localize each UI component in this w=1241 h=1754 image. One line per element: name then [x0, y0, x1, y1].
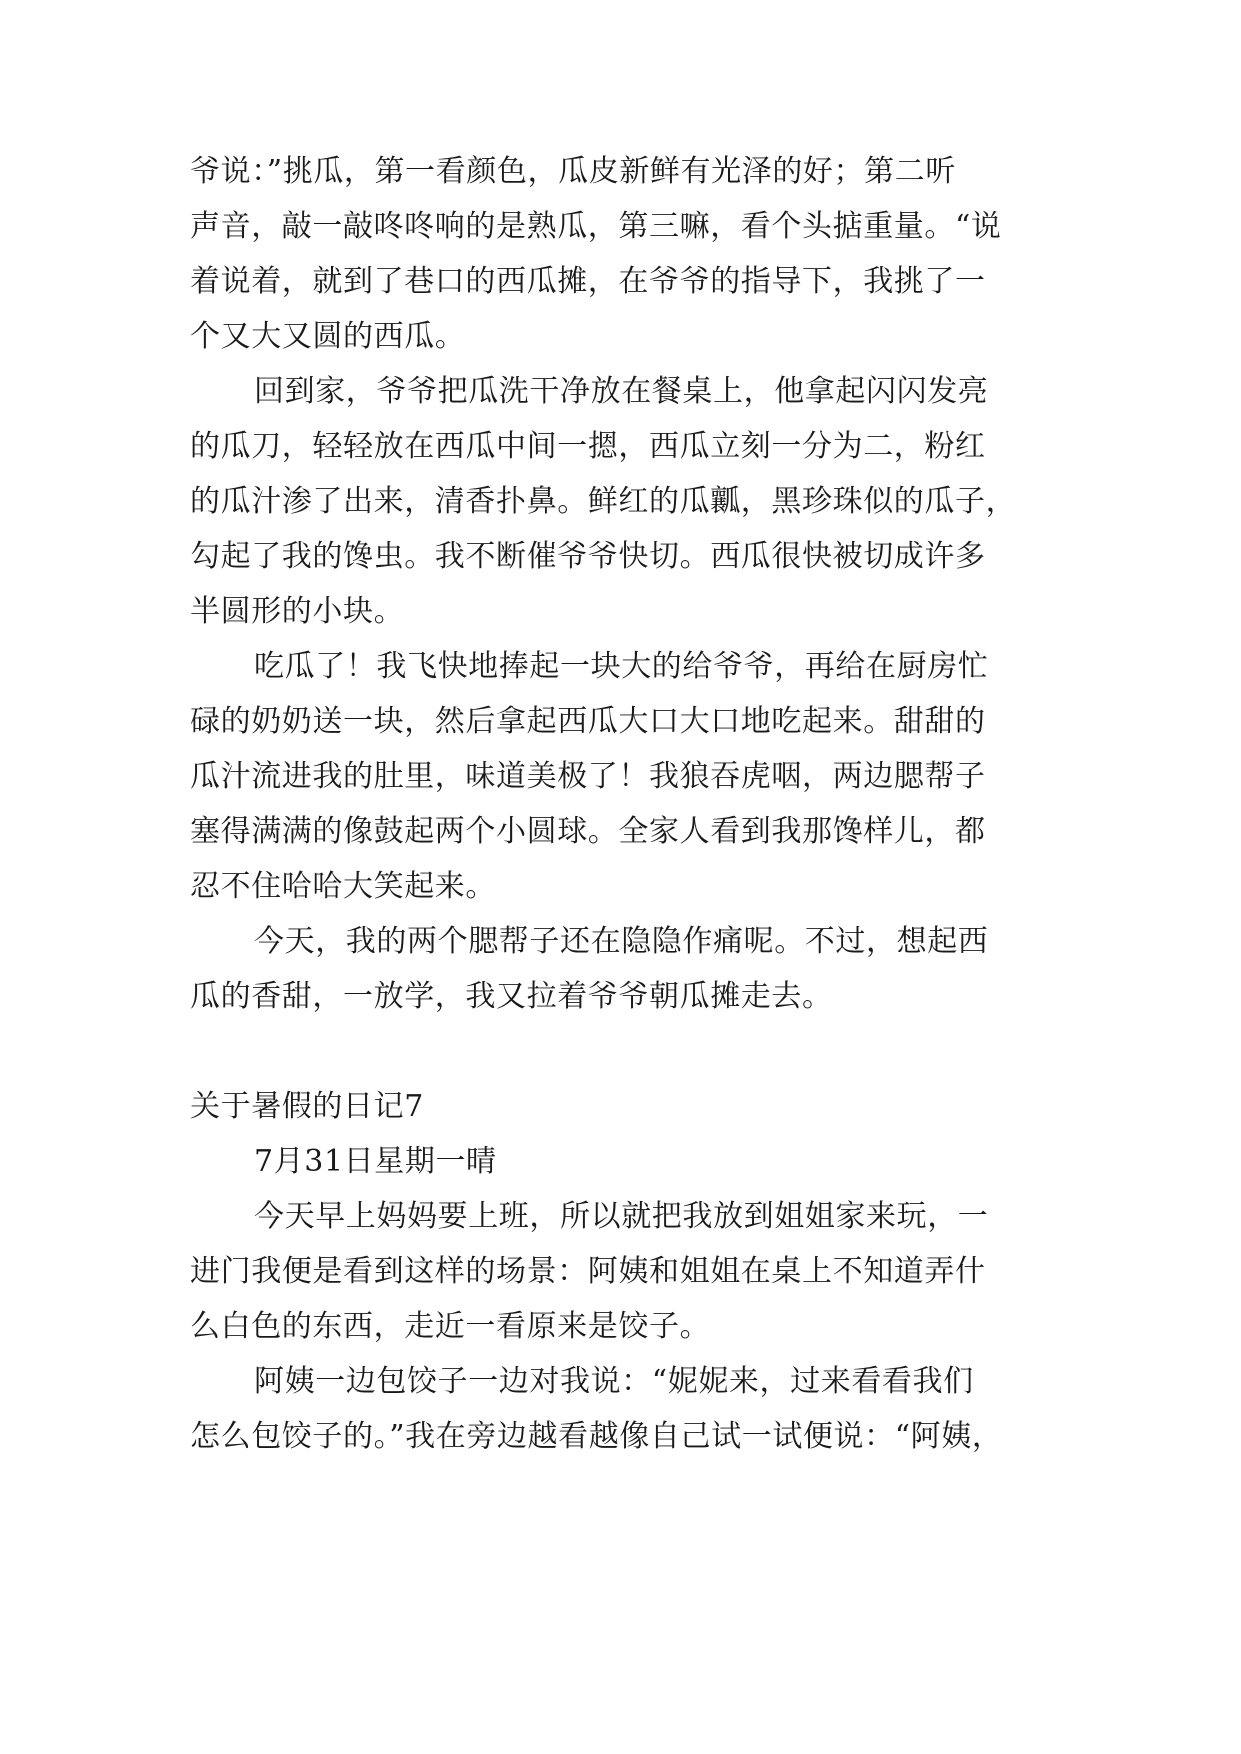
diary-date: 7月31日星期一晴 — [254, 1144, 497, 1179]
text-line: 么白色的东西，走近一看原来是饺子。 — [190, 1309, 711, 1344]
text-line: 声音，敲一敲咚咚响的是熟瓜，第三嘛，看个头掂重量。“说 — [190, 209, 1002, 244]
paragraph-first-line: 今天早上妈妈要上班，所以就把我放到姐姐家来玩，一 — [254, 1199, 989, 1234]
text-line: 着说着，就到了巷口的西瓜摊，在爷爷的指导下，我挑了一 — [190, 264, 986, 299]
text-line: 个又大又圆的西瓜。 — [190, 319, 466, 354]
text-line: 瓜汁流进我的肚里，味道美极了！我狼吞虎咽，两边腮帮子 — [190, 759, 986, 794]
text-line: 瓜的香甜，一放学，我又拉着爷爷朝瓜摊走去。 — [190, 979, 833, 1014]
text-line: 碌的奶奶送一块，然后拿起西瓜大口大口地吃起来。甜甜的 — [190, 704, 986, 739]
section-heading: 关于暑假的日记7 — [190, 1089, 424, 1124]
paragraph-first-line: 回到家，爷爷把瓜洗干净放在餐桌上，他拿起闪闪发亮 — [254, 374, 989, 409]
text-line: 的瓜汁渗了出来，清香扑鼻。鲜红的瓜瓤，黑珍珠似的瓜子， — [190, 484, 1017, 519]
text-line: 半圆形的小块。 — [190, 594, 405, 629]
text-line: 塞得满满的像鼓起两个小圆球。全家人看到我那馋样儿，都 — [190, 814, 986, 849]
text-line: 勾起了我的馋虫。我不断催爷爷快切。西瓜很快被切成许多 — [190, 539, 986, 574]
paragraph-first-line: 今天，我的两个腮帮子还在隐隐作痛呢。不过，想起西 — [254, 924, 989, 959]
text-line: 爷说：”挑瓜，第一看颜色，瓜皮新鲜有光泽的好；第二听 — [190, 154, 956, 189]
text-line: 进门我便是看到这样的场景：阿姨和姐姐在桌上不知道弄什 — [190, 1254, 986, 1289]
text-line: 的瓜刀，轻轻放在西瓜中间一摁，西瓜立刻一分为二，粉红 — [190, 429, 986, 464]
paragraph-first-line: 阿姨一边包饺子一边对我说：“妮妮来，过来看看我们 — [254, 1364, 974, 1399]
paragraph-first-line: 吃瓜了！我飞快地捧起一块大的给爷爷，再给在厨房忙 — [254, 649, 989, 684]
text-line: 忍不住哈哈大笑起来。 — [190, 869, 496, 904]
text-line: 怎么包饺子的。”我在旁边越看越像自己试一试便说：“阿姨， — [190, 1419, 1003, 1454]
